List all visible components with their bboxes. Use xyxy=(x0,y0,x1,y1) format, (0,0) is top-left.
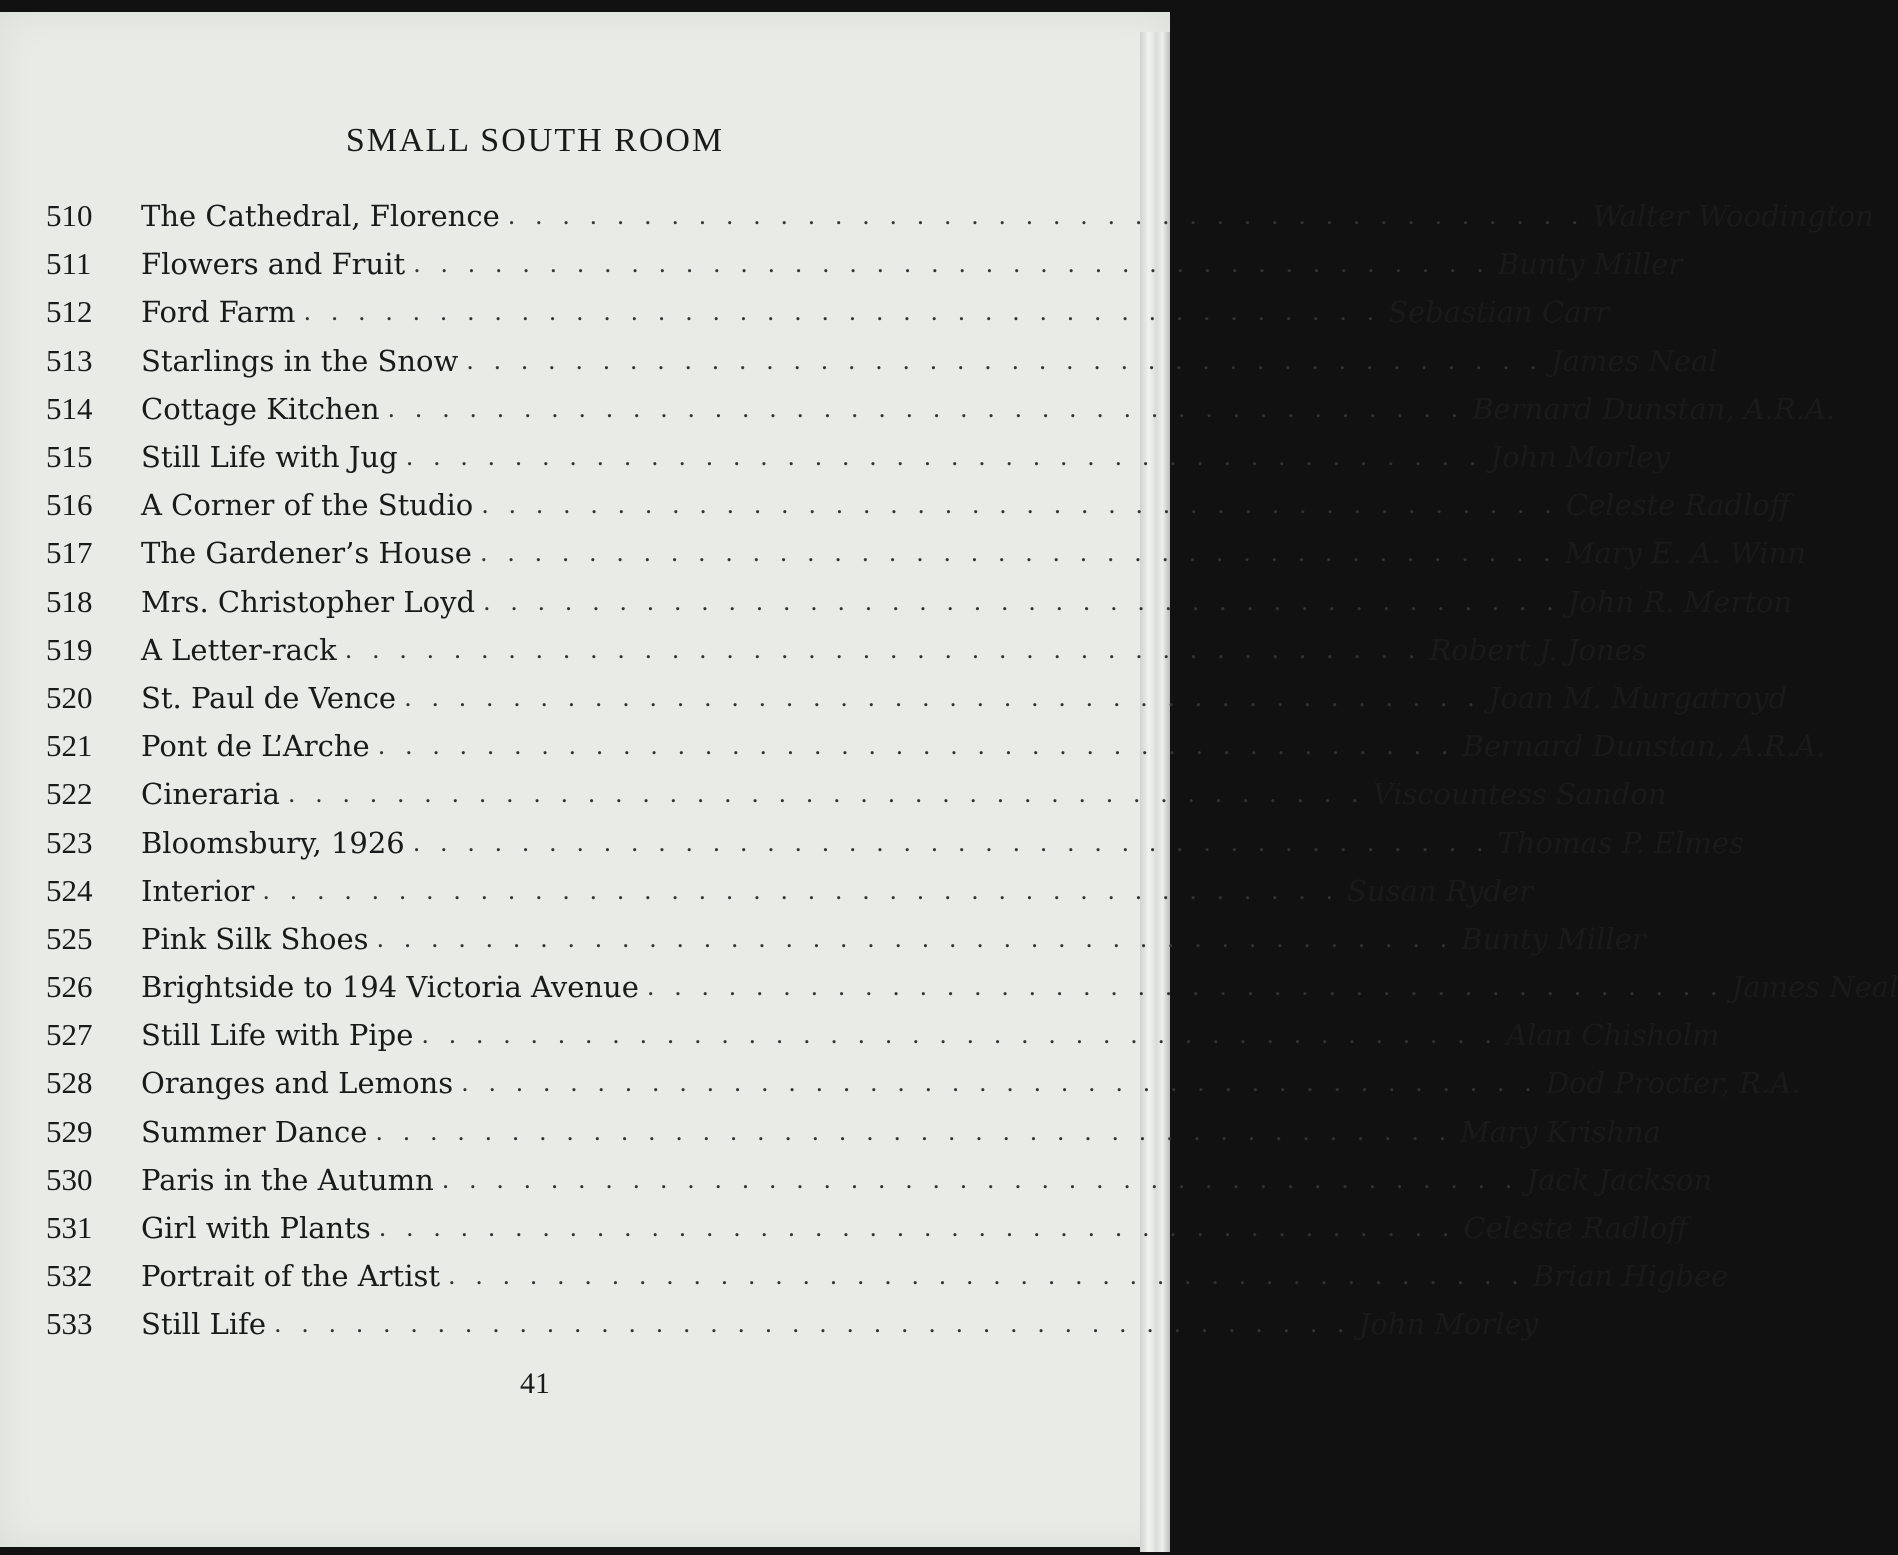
entry-title: A Corner of the Studio xyxy=(141,488,474,523)
list-item xyxy=(46,288,1610,336)
dot-leader: . . . . . . . . . . . . . . . . . . . . . . . . . . . . . . . . . . . . . . . . xyxy=(344,635,1422,664)
dot-leader: . . . . . . . . . . . . . . . . . . . . . . . . . . . . . . . . . . . . . . . . xyxy=(466,346,1543,375)
dot-leader: . . . . . . . . . . . . . . . . . . . . . . . . . . . . . . . . . . . . . . . . xyxy=(287,780,1365,809)
entry-artist: John Morley xyxy=(1358,1307,1539,1342)
entry-artist: Susan Ryder xyxy=(1347,873,1534,908)
dot-leader: . . . . . . . . . . . . . . . . . . . . . . . . . . . . . . . . . . . . . . . . xyxy=(303,298,1381,327)
entry-title: Starlings in the Snow xyxy=(141,343,459,378)
entry-artist: Viscountess Sandon xyxy=(1372,777,1667,812)
dot-leader: . . . . . . . . . . . . . . . . . . . . . . . . . . . . . . . . . . . . . . . . xyxy=(387,394,1465,423)
entry-number: 527 xyxy=(46,1017,93,1053)
entry-artist: Dod Procter, R.A. xyxy=(1545,1066,1801,1101)
entry-artist: John Morley xyxy=(1490,440,1670,475)
entry-artist: Alan Chisholm xyxy=(1506,1018,1720,1053)
dot-leader: . . . . . . . . . . . . . . . . . . . . . . . . . . . . . . . . . . . . . . . . xyxy=(378,1214,1456,1243)
dot-leader: . . . . . . . . . . . . . . . . . . . . . . . . . . . . . . . . . . . . . . . . xyxy=(262,876,1340,905)
list-item xyxy=(46,915,1646,963)
entry-number: 518 xyxy=(46,583,93,619)
entry-artist: Bernard Dunstan, A.R.A. xyxy=(1462,729,1826,764)
entry-number: 526 xyxy=(46,969,93,1005)
entry-list xyxy=(46,192,1898,1349)
entry-title: Oranges and Lemons xyxy=(141,1066,454,1101)
entry-artist: Joan M. Murgatroyd xyxy=(1488,680,1788,715)
list-item xyxy=(46,433,1670,481)
dot-leader: . . . . . . . . . . . . . . . . . . . . . . . . . . . . . . . . . . . . . . . . xyxy=(481,491,1558,520)
entry-artist: Robert J. Jones xyxy=(1429,632,1647,667)
entry-number: 525 xyxy=(46,920,93,956)
dot-leader: . . . . . . . . . . . . . . . . . . . . . . . . . . . . . . . . . . . . . . . . xyxy=(421,1021,1499,1050)
entry-title: Cineraria xyxy=(141,777,280,812)
list-item xyxy=(46,240,1683,288)
entry-number: 530 xyxy=(46,1161,93,1197)
list-item xyxy=(46,1156,1713,1204)
dot-leader: . . . . . . . . . . . . . . . . . . . . . . . . . . . . . . . . . . . . . . . . xyxy=(412,828,1490,857)
dot-leader: . . . . . . . . . . . . . . . . . . . . . . . . . . . . . . . . . . . . . . . . xyxy=(461,1069,1538,1098)
dot-leader: . . . . . . . . . . . . . . . . . . . . . . . . . . . . . . . . . . . . . . . . xyxy=(448,1262,1525,1291)
list-item xyxy=(46,1059,1801,1107)
page-number: 41 xyxy=(520,1367,550,1400)
entry-artist: Celeste Radloff xyxy=(1463,1211,1688,1246)
dot-leader: . . . . . . . . . . . . . . . . . . . . . . . . . . . . . . . . . . . . . . . . xyxy=(413,250,1490,279)
entry-title: A Letter-rack xyxy=(141,632,337,667)
entry-number: 511 xyxy=(46,246,92,282)
entry-number: 531 xyxy=(46,1210,93,1246)
room-heading: SMALL SOUTH ROOM xyxy=(345,122,725,159)
list-item xyxy=(46,578,1793,626)
dot-leader: . . . . . . . . . . . . . . . . . . . . . . . . . . . . . . . . . . . . . . . . xyxy=(274,1310,1351,1339)
dot-leader: . . . . . . . . . . . . . . . . . . . . . . . . . . . . . . . . . . . . . . . . xyxy=(405,443,1483,472)
entry-artist: Bunty Miller xyxy=(1461,921,1646,956)
dot-leader: . . . . . . . . . . . . . . . . . . . . . . . . . . . . . . . . . . . . . . . . xyxy=(483,587,1560,616)
catalogue-page xyxy=(0,12,1898,1547)
list-item xyxy=(46,770,1667,818)
list-item xyxy=(46,385,1836,433)
entry-title: Brightside to 194 Victoria Avenue xyxy=(141,970,639,1005)
list-item xyxy=(46,722,1826,770)
entry-artist: Celeste Radloff xyxy=(1565,488,1791,523)
dot-leader: . . . . . . . . . . . . . . . . . . . . . . . . . . . . . . . . . . . . . . . . xyxy=(377,732,1455,761)
entry-number: 529 xyxy=(46,1113,93,1149)
dot-leader: . . . . . . . . . . . . . . . . . . . . . . . . . . . . . . . . . . . . . . . . xyxy=(507,202,1585,231)
entry-title: Girl with Plants xyxy=(141,1211,371,1246)
entry-title: Summer Dance xyxy=(141,1114,368,1149)
entry-artist: Bunty Miller xyxy=(1497,247,1683,282)
entry-number: 516 xyxy=(46,487,93,523)
entry-number: 512 xyxy=(46,294,93,330)
entry-artist: James Neal xyxy=(1550,343,1718,378)
entry-number: 513 xyxy=(46,342,93,378)
dot-leader: . . . . . . . . . . . . . . . . . . . . . . . . . . . . . . . . . . . . . . . . xyxy=(375,1117,1453,1146)
entry-title: Flowers and Fruit xyxy=(141,247,406,282)
dot-leader: . . . . . . . . . . . . . . . . . . . . . . . . . . . . . . . . . . . . . . . . xyxy=(441,1165,1519,1194)
list-item xyxy=(46,1108,1661,1156)
list-item xyxy=(46,1011,1720,1059)
list-item xyxy=(46,192,1874,240)
list-item xyxy=(46,818,1744,866)
list-item xyxy=(46,674,1788,722)
entry-title: Bloomsbury, 1926 xyxy=(141,825,405,860)
list-item xyxy=(46,626,1647,674)
entry-title: Ford Farm xyxy=(141,295,296,330)
list-item xyxy=(46,1252,1729,1300)
entry-number: 521 xyxy=(46,728,93,764)
entry-number: 533 xyxy=(46,1306,93,1342)
entry-number: 520 xyxy=(46,679,93,715)
list-item xyxy=(46,1300,1539,1348)
entry-artist: Sebastian Carr xyxy=(1388,295,1610,330)
entry-title: Portrait of the Artist xyxy=(141,1259,441,1294)
list-item xyxy=(46,963,1898,1011)
dot-leader: . . . . . . . . . . . . . . . . . . . . . . . . . . . . . . . . . . . . . . . . xyxy=(404,683,1481,712)
entry-title: Cottage Kitchen xyxy=(141,391,380,426)
entry-title: The Gardener’s House xyxy=(141,536,472,571)
entry-number: 519 xyxy=(46,631,93,667)
entry-number: 524 xyxy=(46,872,93,908)
list-item xyxy=(46,529,1806,577)
dot-leader: . . . . . . . . . . . . . . . . . . . . . . . . . . . . . . . . . . . . . . . . xyxy=(479,539,1557,568)
entry-artist: Mary Krishna xyxy=(1460,1114,1661,1149)
entry-title: St. Paul de Vence xyxy=(141,680,397,715)
list-item xyxy=(46,337,1718,385)
entry-title: Still Life xyxy=(141,1307,266,1342)
entry-artist: Jack Jackson xyxy=(1526,1162,1713,1197)
entry-artist: Brian Higbee xyxy=(1532,1259,1729,1294)
entry-title: Mrs. Christopher Loyd xyxy=(141,584,476,619)
dot-leader: . . . . . . . . . . . . . . . . . . . . . . . . . . . . . . . . . . . . . . . . xyxy=(646,973,1724,1002)
entry-number: 528 xyxy=(46,1065,93,1101)
entry-artist: Walter Woodington xyxy=(1592,199,1874,234)
entry-artist: John R. Merton xyxy=(1567,584,1793,619)
list-item xyxy=(46,481,1791,529)
entry-artist: Bernard Dunstan, A.R.A. xyxy=(1472,391,1836,426)
entry-title: Interior xyxy=(141,873,255,908)
entry-artist: Thomas P. Elmes xyxy=(1497,825,1744,860)
entry-artist: James Neal xyxy=(1731,970,1898,1005)
list-item xyxy=(46,1204,1688,1252)
entry-number: 523 xyxy=(46,824,93,860)
entry-title: The Cathedral, Florence xyxy=(141,199,500,234)
entry-title: Pont de L’Arche xyxy=(141,729,370,764)
entry-title: Still Life with Pipe xyxy=(141,1018,414,1053)
entry-title: Pink Silk Shoes xyxy=(141,921,369,956)
entry-artist: Mary E. A. Winn xyxy=(1564,536,1806,571)
entry-number: 517 xyxy=(46,535,93,571)
entry-number: 510 xyxy=(46,198,93,234)
entry-number: 514 xyxy=(46,390,93,426)
entry-number: 515 xyxy=(46,439,93,475)
entry-number: 522 xyxy=(46,776,93,812)
entry-title: Still Life with Jug xyxy=(141,440,398,475)
list-item xyxy=(46,867,1534,915)
entry-title: Paris in the Autumn xyxy=(141,1162,434,1197)
dot-leader: . . . . . . . . . . . . . . . . . . . . . . . . . . . . . . . . . . . . . . . . xyxy=(376,924,1454,953)
entry-number: 532 xyxy=(46,1258,93,1294)
